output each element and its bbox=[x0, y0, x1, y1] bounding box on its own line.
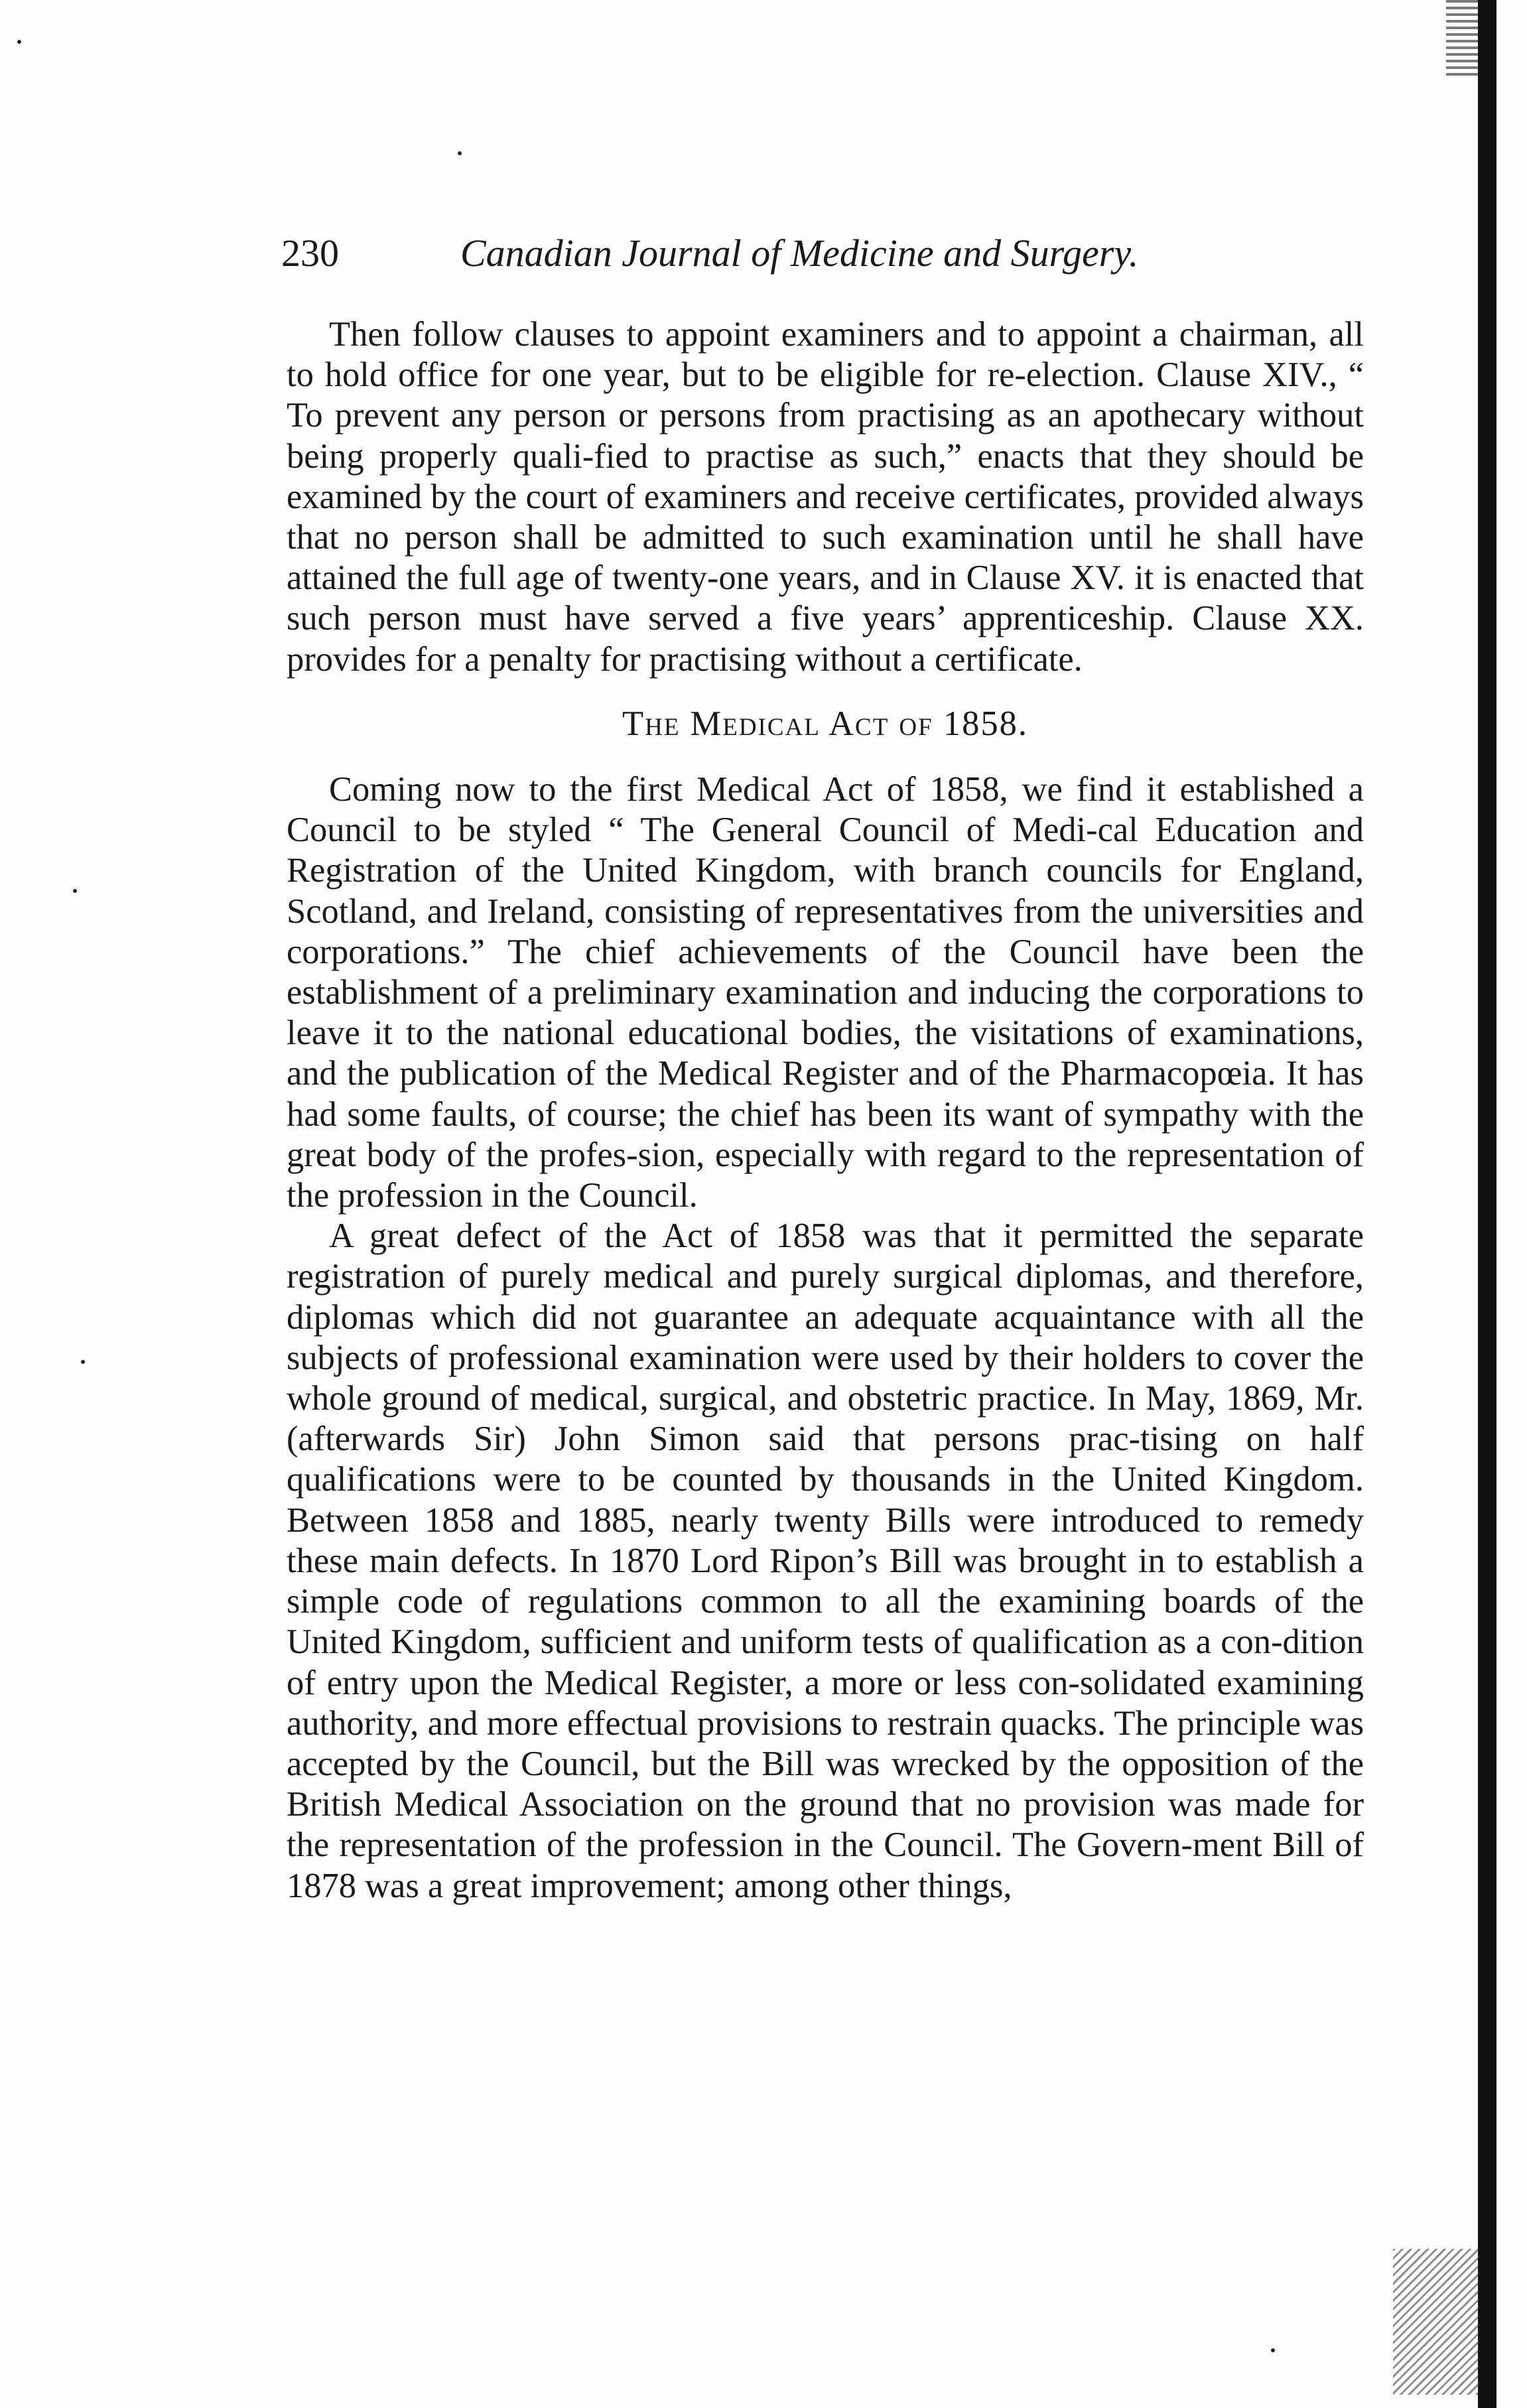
running-title: Canadian Journal of Medicine and Surgery. bbox=[460, 232, 1139, 275]
section-heading: The Medical Act of 1858. bbox=[622, 704, 1028, 743]
scan-speck bbox=[17, 40, 21, 44]
scan-speck bbox=[81, 1360, 85, 1364]
article-text bbox=[287, 314, 1364, 1906]
page-edge-wear-top bbox=[1446, 0, 1478, 80]
scan-speck bbox=[458, 151, 462, 155]
paragraph: Coming now to the first Medical Act of 1858, we find it established a Council to be styled “ The General Council of Medi-cal Education and Registration of the United Kingdom, with branch councils for England, Scotland, and Ireland, consisting of representatives from the universities and corporations.” The chief achievements of the Council have been the establishment of a preliminary examination and inducing the corporations to leave it to the national educational bodies, the visitations of examinations, and the publication of the Medical Register and of the Pharmacopœia. It has had some faults, of course; the chief has been its want of sympathy with the great body of the profes-sion, especially with regard to the representation of the profession in the Council. bbox=[287, 770, 1364, 1215]
page-edge-wear-bottom bbox=[1393, 2249, 1479, 2395]
paragraph: A great defect of the Act of 1858 was that it permitted the separate registration of purely medical and purely surgical diplomas, and therefore, diplomas which did not guarantee an adequate acquaintance with all the subjects of professional examination were used by their holders to cover the whole ground of medical, surgical, and obstetric practice. In May, 1869, Mr. (afterwards Sir) John Simon said that persons prac-tising on half qualifications were to be counted by thousands in the United Kingdom. Between 1858 and 1885, nearly twenty Bills were introduced to remedy these main defects. In 1870 Lord Ripon’s Bill was brought in to establish a simple code of regulations common to all the examining boards of the United Kingdom, sufficient and uniform tests of qualification as a con-dition of entry upon the Medical Register, a more or less con-solidated examining authority, and more effectual provisions to restrain quacks. The principle was accepted by the Council, but the Bill was wrecked by the opposition of the British Medical Association on the ground that no provision was made for the representation of the profession in the Council. The Govern-ment Bill of 1878 was a great improvement; among other things, bbox=[287, 1217, 1364, 1905]
paragraph: Then follow clauses to appoint examiners and to appoint a chairman, all to hold office for one year, but to be eligible for re-election. Clause XIV., “ To prevent any person or persons from practising as an apothecary without being properly quali-fied to practise as such,” enacts that they should be examined by the court of examiners and receive certificates, provided always that no person shall be admitted to such examination until he shall have attained the full age of twenty-one years, and in Clause XV. it is enacted that such person must have served a five years’ apprenticeship. Clause XX. provides for a penalty for practising without a certificate. bbox=[287, 315, 1364, 679]
running-header bbox=[281, 231, 1369, 277]
page-edge-shadow bbox=[1478, 0, 1496, 2408]
scan-speck bbox=[1271, 2348, 1275, 2352]
scan-speck bbox=[73, 889, 77, 893]
page-number: 230 bbox=[281, 232, 339, 275]
